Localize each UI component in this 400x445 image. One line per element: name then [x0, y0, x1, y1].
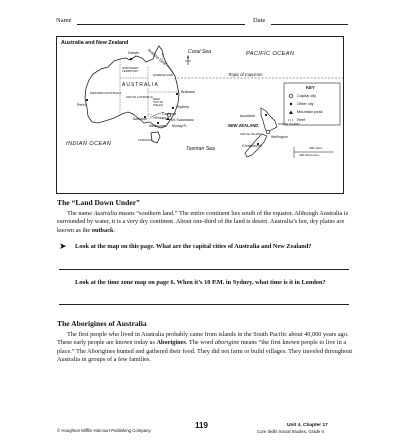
- label-northern-territory: NORTHERN TERRITORY: [122, 66, 139, 73]
- label-western-australia: WESTERN AUSTRALIA: [90, 91, 122, 95]
- map-svg: [56, 36, 344, 194]
- label-victoria: VICTORIA: [153, 116, 167, 120]
- label-murray: Murray R.: [172, 124, 187, 128]
- section2-heading: The Aborigines of Australia: [57, 319, 147, 328]
- key-item-mountain: Mountain peak: [297, 109, 323, 114]
- answer-line-1[interactable]: [59, 269, 349, 270]
- label-sydney: Sydney: [177, 105, 189, 109]
- label-coral-sea: Coral Sea: [188, 49, 212, 55]
- label-capricorn: Tropic of Capricorn: [228, 72, 263, 77]
- footer-copyright: © Houghton Mifflin Harcourt Publishing Company: [57, 428, 151, 433]
- label-north-island: NORTH ISLAND: [278, 122, 300, 126]
- label-adelaide: Adelaide: [133, 117, 147, 121]
- label-canberra: Canberra: [162, 112, 177, 116]
- label-wellington: Wellington: [271, 135, 288, 139]
- label-australia: AUSTRALIA: [122, 82, 159, 88]
- label-nsw: NEW SOUTH WALES: [153, 97, 164, 107]
- label-brisbane: Brisbane: [181, 90, 196, 94]
- page-number: 119: [195, 421, 208, 430]
- map-figure: [56, 36, 344, 194]
- scale-km: 400 kilometers: [299, 153, 320, 157]
- footer-unit: Unit 4, Chapter 17: [287, 423, 328, 428]
- key-item-other-city: Other city: [297, 101, 314, 106]
- label-auckland: Auckland: [240, 114, 255, 118]
- key-item-reef: Reef: [297, 117, 306, 122]
- key-item-capital: Capital city: [297, 93, 317, 98]
- name-label: Name: [56, 17, 72, 24]
- section1-heading: The “Land Down Under”: [57, 198, 140, 207]
- question-1: Look at the map on this page. What are the capital cities of Australia and New Zealand?: [75, 243, 312, 250]
- name-line[interactable]: [77, 24, 245, 25]
- date-label: Date: [253, 17, 266, 24]
- label-tasman-sea: Tasman Sea: [186, 146, 215, 152]
- label-tasmania: TASMANIA: [138, 138, 153, 142]
- label-indian-ocean: INDIAN OCEAN: [66, 141, 112, 147]
- date-line[interactable]: [271, 24, 348, 25]
- section2-paragraph: The first people who lived in Australia probably came from islands in the South Pacific about 40,000 years ago. These early people are known today as Aborigines. The word aborigine means “the first known people to live in a place.” The Aborigines hunted and gathered their food. They did not farm or build villages. They traveled throughout Australia in groups of a few families.: [57, 331, 353, 364]
- footer-course: Core Skills Social Studies, Grade 6: [257, 429, 324, 434]
- label-new-zealand: NEW ZEALAND: [228, 123, 259, 128]
- key-title: KEY: [306, 85, 315, 90]
- label-south-island: SOUTH ISLAND: [240, 132, 262, 136]
- label-arafura: Arafura Sea: [146, 47, 168, 66]
- scale-miles: 400 miles: [309, 146, 323, 150]
- label-queensland: QUEENSLAND: [153, 73, 173, 77]
- section1-paragraph: The name Australia means “southern land.” The entire continent lies south of the equator. Although Australia is surrounded by water, it is a very dry continent. About one-third of the land is desert. Australia’s hot, dry plains are known as the outback.: [57, 210, 349, 234]
- label-pacific: PACIFIC OCEAN: [246, 51, 295, 57]
- question-2: Look at the time zone map on page 6. When it’s 10 P.M. in Sydney, what time is it in London?: [75, 279, 326, 286]
- wellington-marker: [266, 130, 270, 134]
- answer-line-2[interactable]: [59, 304, 349, 305]
- label-christchurch: Christchurch: [242, 144, 263, 148]
- label-darwin: Darwin: [128, 51, 140, 55]
- label-melbourne: Melbourne: [149, 124, 166, 128]
- label-south-australia: SOUTH AUSTRALIA: [126, 95, 153, 99]
- label-perth: Perth: [77, 103, 86, 107]
- map-title: Australia and New Zealand: [61, 40, 129, 46]
- label-kosciuszko: Mt. Kosciuszko: [171, 118, 194, 122]
- arrow-icon: ➤: [59, 241, 67, 251]
